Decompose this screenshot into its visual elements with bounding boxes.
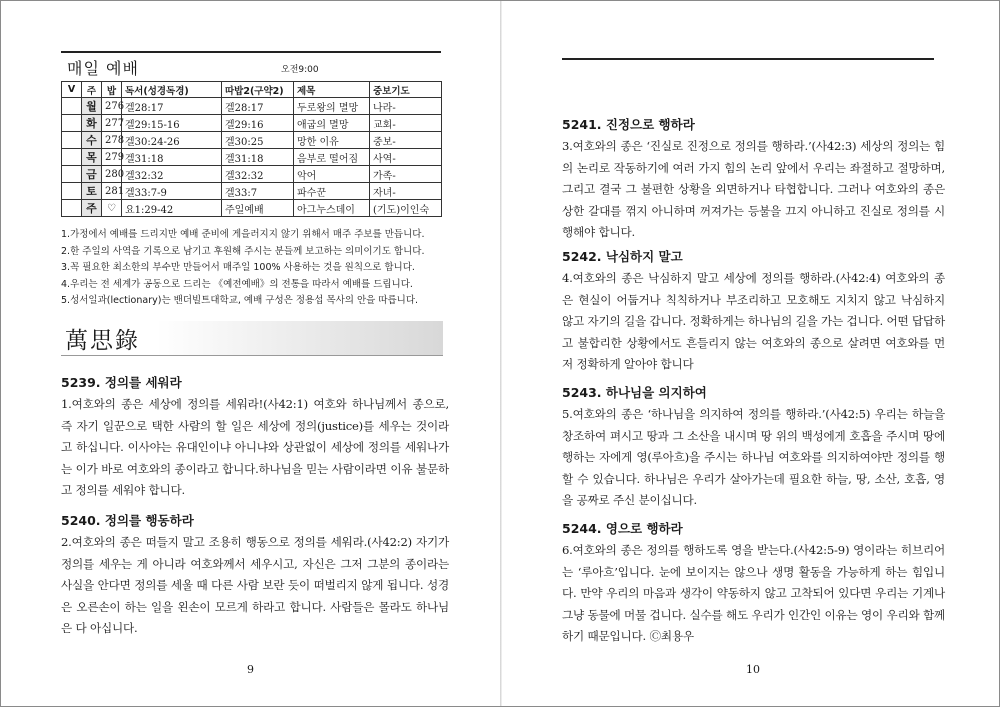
prayer-cell: 사역- [370, 149, 442, 166]
schedule-header [61, 54, 441, 78]
schedule-table [61, 81, 442, 217]
reading2-cell: 겔33:7 [222, 183, 294, 200]
hymn-number: 279 [102, 149, 122, 166]
title-cell: 두로왕의 멸망 [294, 98, 370, 115]
check-cell [62, 149, 82, 166]
prayer-cell: 가족- [370, 166, 442, 183]
table-row [62, 183, 442, 200]
check-cell [62, 115, 82, 132]
article-title: 5244. 영으로 행하라 [562, 521, 683, 536]
notes-list [61, 227, 446, 310]
article-5239 [61, 373, 449, 502]
col-header: 주 [82, 82, 102, 98]
article-5240 [61, 511, 449, 640]
article-5242 [562, 247, 945, 376]
day-cell: 월 [82, 98, 102, 115]
article-title: 5242. 낙심하지 말고 [562, 249, 683, 264]
title-cell: 음부로 떨어짐 [294, 149, 370, 166]
table-row [62, 166, 442, 183]
check-cell [62, 98, 82, 115]
reading2-cell: 겔30:25 [222, 132, 294, 149]
prayer-cell: 나라- [370, 98, 442, 115]
header-rule [61, 51, 441, 53]
article-body: 1.여호와의 종은 세상에 정의를 세워라!(사42:1) 여호와 하나님께서 종으로, 즉 자기 일꾼으로 택한 사람의 할 일은 세상에 정의(justice)를 세우는 것이라고 하십니다. 이사야는 유대인이냐 아니냐와 상관없이 세상에 정의를 세워나가는 이가 바로 여호와의 종이라고 합니다.하나님을 믿는 사람이라면 이유 불문하고 정의를 세워야 합니다. [61, 397, 449, 498]
page-number-left: 9 [247, 663, 254, 676]
day-cell: 목 [82, 149, 102, 166]
col-header: 따밥2(구약2) [222, 82, 294, 98]
reading2-cell: 겔31:18 [222, 149, 294, 166]
table-row [62, 132, 442, 149]
check-cell [62, 132, 82, 149]
table-row [62, 98, 442, 115]
col-header: 중보기도 [370, 82, 442, 98]
title-cell: 애굽의 멸망 [294, 115, 370, 132]
table-row [62, 149, 442, 166]
reading-cell: 겔32:32 [122, 166, 222, 183]
schedule-title: 매일 예배 [67, 59, 139, 78]
article-title: 5243. 하나님을 의지하여 [562, 385, 707, 400]
article-body: 5.여호와의 종은 ‘하나님을 의지하여 정의를 행하라.’(사42:5) 우리는 하늘을 창조하여 펴시고 땅과 그 소산을 내시며 땅 위의 백성에게 호흡을 주시며 땅에 행하는 자에게 영(루아흐)을 주시는 하나님 여호와를 의지하여야만 정의를 행할 수 있습니다. 하나님은 우리가 살아가는데 필요한 하늘, 땅, 소산, 호흡, 영을 공짜로 주신 분이십니다. [562, 407, 945, 508]
col-header: 밥 [102, 82, 122, 98]
reading2-cell: 주일예배 [222, 200, 294, 217]
check-cell [62, 183, 82, 200]
right-page [502, 1, 999, 706]
prayer-cell: 자녀- [370, 183, 442, 200]
header-rule [562, 58, 934, 60]
column-title-bar [61, 321, 443, 356]
hymn-number: ♡ [102, 200, 122, 217]
note-item: 5.성서일과(lectionary)는 밴더빌트대학교, 예배 구성은 정용섭 목사의 안을 따릅니다. [61, 295, 419, 307]
check-cell [62, 166, 82, 183]
schedule-time: 오전9:00 [281, 65, 319, 75]
reading2-cell: 겔29:16 [222, 115, 294, 132]
reading-cell: 겔30:24-26 [122, 132, 222, 149]
check-cell [62, 200, 82, 217]
prayer-cell: 교회- [370, 115, 442, 132]
hymn-number: 277 [102, 115, 122, 132]
reading2-cell: 겔32:32 [222, 166, 294, 183]
prayer-cell: (기도)이인숙 [370, 200, 442, 217]
reading-cell: 겔29:15-16 [122, 115, 222, 132]
title-cell: 파수꾼 [294, 183, 370, 200]
article-5241 [562, 115, 945, 244]
column-title: 萬思錄 [65, 328, 140, 354]
day-cell: 토 [82, 183, 102, 200]
article-title: 5241. 진정으로 행하라 [562, 117, 695, 132]
article-5244 [562, 519, 945, 648]
title-cell: 망한 이유 [294, 132, 370, 149]
hymn-number: 281 [102, 183, 122, 200]
note-item: 4.우리는 전 세계가 공동으로 드리는 《예전예배》의 전통을 따라서 예배를 드립니다. [61, 278, 413, 290]
article-body: 3.여호와의 종은 ‘진실로 진정으로 정의를 행하라.’(사42:3) 세상의 정의는 힘의 논리로 작동하기에 여러 가지 힘의 논리 앞에서 우리는 좌절하고 절망하며, 그리고 결국 그 불편한 상황을 외면하거나 타협합니다. 그러나 여호와의 종은 상한 갈대를 꺾지 아니하며 꺼져가는 등불을 끄지 아니하고 진실로 정의를 시행해야 합니다. [562, 139, 945, 240]
note-item: 1.가정에서 예배를 드리지만 예배 준비에 게을러지지 않기 위해서 매주 주보를 만듭니다. [61, 229, 425, 240]
hymn-number: 278 [102, 132, 122, 149]
article-body: 6.여호와의 종은 정의를 행하도록 영을 받는다.(사42:5-9) 영이라는 히브리어는 ‘루아흐’입니다. 눈에 보이지는 않으나 생명 활동을 가능하게 하는 힘입니다. 만약 우리의 마음과 생각이 약동하지 않고 고착되어 있다면 우리는 기계나 그냥 동물에 머물 겁니다. 실수를 해도 우리가 인간인 이유는 영이 우리와 함께하기 때문입니다. Ⓒ최용우 [562, 543, 946, 644]
col-header: 독서(성경독경) [122, 82, 222, 98]
reading-cell: 겔31:18 [122, 149, 222, 166]
day-cell: 금 [82, 166, 102, 183]
left-page [1, 1, 500, 706]
table-row [62, 115, 442, 132]
day-cell: 주 [82, 200, 102, 217]
table-row [62, 200, 442, 217]
article-body: 4.여호와의 종은 낙심하지 말고 세상에 정의를 행하라.(사42:4) 여호와의 종은 현실이 어둡거나 칙칙하거나 부조리하고 모호해도 지치지 않고 낙심하지 않고 자기의 길을 갑니다. 정확하게는 하나님의 길을 가는 겁니다. 어떤 답답하고 불합리한 상황에서도 흔들리지 않는 여호와의 종으로 살려면 여호와를 먼저 정확하게 알아야 합니다 [562, 271, 945, 372]
table-header-row [62, 82, 442, 98]
title-cell: 악어 [294, 166, 370, 183]
article-title: 5240. 정의를 행동하라 [61, 513, 194, 528]
reading-cell: 겔28:17 [122, 98, 222, 115]
col-header: V [62, 82, 82, 98]
reading2-cell: 겔28:17 [222, 98, 294, 115]
reading-cell: 겔33:7-9 [122, 183, 222, 200]
reading-cell: 요1:29-42 [122, 200, 222, 217]
hymn-number: 276 [102, 98, 122, 115]
note-item: 2.한 주일의 사역을 기록으로 남기고 후원해 주시는 분들께 보고하는 의미이기도 합니다. [61, 245, 425, 257]
page-number-right: 10 [746, 663, 760, 676]
title-cell: 아그누스데이 [294, 200, 370, 217]
note-item: 3.꼭 필요한 최소한의 부수만 만들어서 매주일 100% 사용하는 것을 원칙으로 합니다. [61, 262, 415, 274]
article-title: 5239. 정의를 세워라 [61, 375, 182, 390]
hymn-number: 280 [102, 166, 122, 183]
day-cell: 수 [82, 132, 102, 149]
article-5243 [562, 383, 945, 512]
col-header: 제목 [294, 82, 370, 98]
article-body: 2.여호와의 종은 떠들지 말고 조용히 행동으로 정의를 세워라.(사42:2) 자기가 정의를 세우는 게 아니라 여호와께서 세우시고, 자신은 그저 그분의 종이라는 사실을 안다면 정의를 세울 때 다른 사람 보란 듯이 떠벌리지 않게 됩니다. 성경은 오른손이 하는 일을 왼손이 모르게 하라고 합니다. 사람들은 몰라도 하나님은 다 아십니다. [61, 535, 449, 636]
day-cell: 화 [82, 115, 102, 132]
prayer-cell: 중보- [370, 132, 442, 149]
